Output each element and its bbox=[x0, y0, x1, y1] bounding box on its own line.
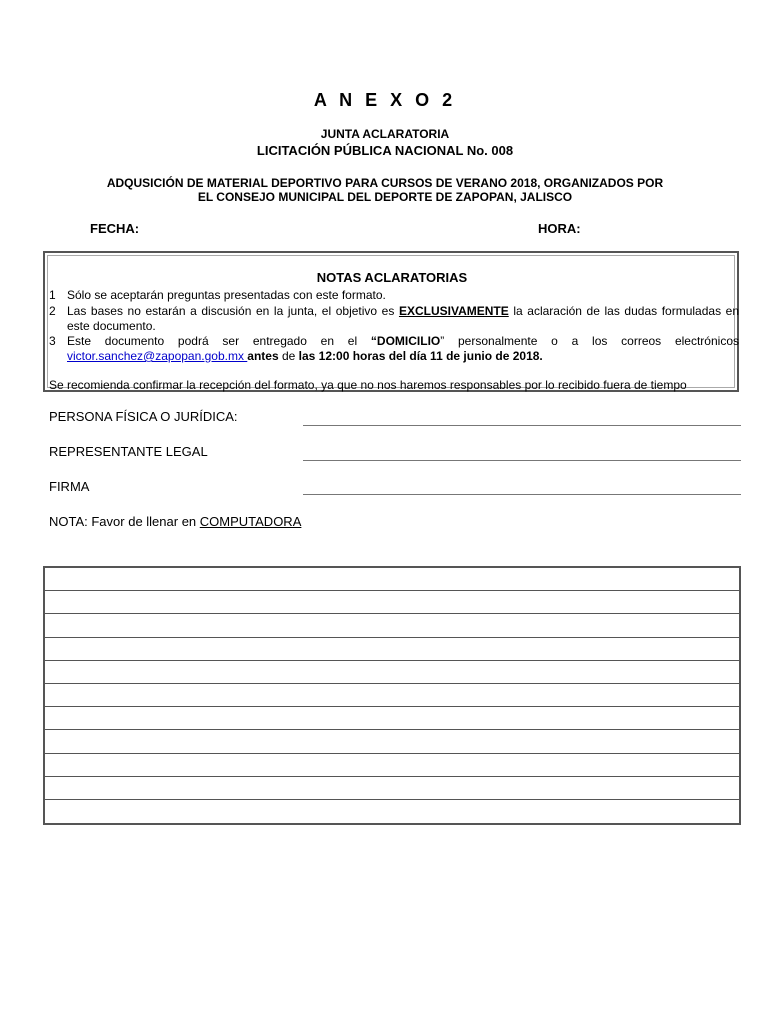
note-text bbox=[67, 304, 739, 334]
table-row[interactable] bbox=[45, 777, 739, 800]
note-number: 1 bbox=[49, 288, 56, 302]
document-title: A N E X O 2 bbox=[313, 90, 457, 110]
description-line-1: ADQUSICIÓN DE MATERIAL DEPORTIVO PARA CURSOS DE VERANO 2018, ORGANIZADOS POR bbox=[106, 176, 664, 190]
note-text-part: ” personalmente o a los correos electrónicos bbox=[440, 334, 739, 348]
antes-emphasis: antes bbox=[247, 349, 279, 363]
note-text-part: Este documento podrá ser entregado en el bbox=[67, 334, 371, 348]
note-text bbox=[67, 334, 739, 364]
email-link[interactable]: victor.sanchez@zapopan.gob.mx bbox=[67, 349, 248, 363]
nota-text bbox=[49, 514, 301, 529]
subtitle-junta: JUNTA ACLARATORIA bbox=[320, 127, 450, 141]
domicilio-emphasis: “DOMICILIO bbox=[370, 334, 441, 348]
table-row[interactable] bbox=[45, 707, 739, 730]
firma-input-line[interactable] bbox=[303, 494, 741, 495]
exclusivamente-emphasis: EXCLUSIVAMENTE bbox=[398, 304, 509, 318]
note-text-part: de bbox=[278, 349, 299, 363]
nota-prefix: NOTA: Favor de llenar en bbox=[49, 514, 200, 529]
deadline-emphasis: las 12:00 horas del día 11 de junio de 2018. bbox=[298, 349, 543, 363]
note-text-part: la aclaración de las dudas formuladas en este documento. bbox=[67, 304, 740, 333]
representante-input-line[interactable] bbox=[303, 460, 741, 461]
persona-label: PERSONA FÍSICA O JURÍDICA: bbox=[49, 409, 238, 424]
note-number: 2 bbox=[49, 304, 56, 318]
questions-table bbox=[43, 566, 741, 825]
notes-title: NOTAS ACLARATORIAS bbox=[316, 270, 468, 285]
table-row[interactable] bbox=[45, 591, 739, 614]
description-line-2: EL CONSEJO MUNICIPAL DEL DEPORTE DE ZAPOPAN, JALISCO bbox=[197, 190, 573, 204]
representante-label: REPRESENTANTE LEGAL bbox=[49, 444, 208, 459]
table-row[interactable] bbox=[45, 638, 739, 661]
firma-label: FIRMA bbox=[49, 479, 90, 494]
subtitle-licitacion: LICITACIÓN PÚBLICA NACIONAL No. 008 bbox=[256, 143, 514, 158]
table-row[interactable] bbox=[45, 568, 739, 591]
computadora-emphasis: COMPUTADORA bbox=[199, 514, 302, 529]
table-row[interactable] bbox=[45, 661, 739, 684]
note-text-part: Las bases no estarán a discusión en la junta, el objetivo es bbox=[67, 304, 399, 318]
note-text: Sólo se aceptarán preguntas presentadas con este formato. bbox=[67, 288, 386, 302]
note-2 bbox=[49, 304, 739, 334]
note-number: 3 bbox=[49, 334, 56, 348]
hora-label: HORA: bbox=[538, 221, 581, 236]
table-row[interactable] bbox=[45, 614, 739, 637]
note-1 bbox=[49, 288, 739, 304]
description bbox=[0, 176, 770, 204]
table-row[interactable] bbox=[45, 684, 739, 707]
table-row[interactable] bbox=[45, 730, 739, 753]
fecha-label: FECHA: bbox=[90, 221, 140, 236]
recommendation-text: Se recomienda confirmar la recepción del formato, ya que no nos haremos responsables por lo recibido fuera de tiempo bbox=[49, 378, 687, 392]
note-3 bbox=[49, 334, 739, 364]
table-row[interactable] bbox=[45, 800, 739, 823]
persona-input-line[interactable] bbox=[303, 425, 741, 426]
table-row[interactable] bbox=[45, 754, 739, 777]
